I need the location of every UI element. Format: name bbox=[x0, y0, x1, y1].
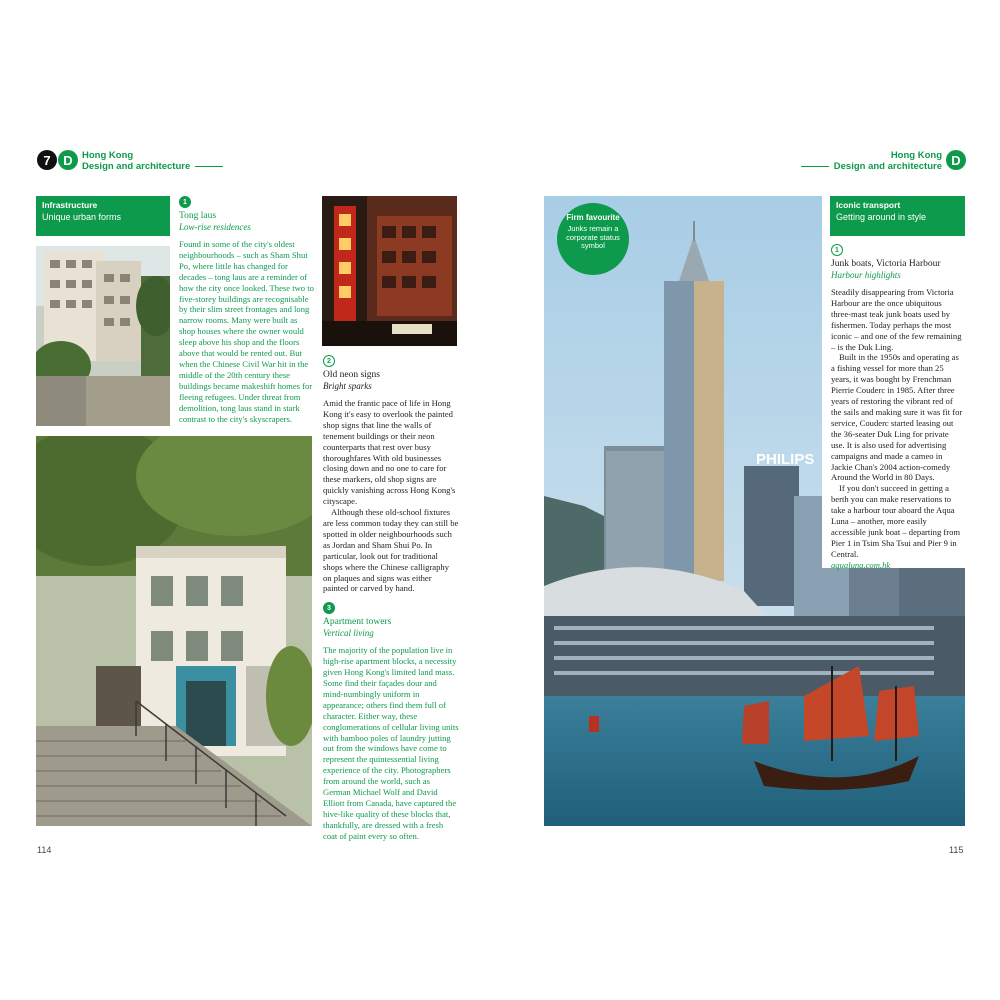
item-paragraph: If you don't succeed in getting a berth you can make reservations to take a harbour tour aboard the Aqua Luna – another, more easily accessible junk boat – departing from Pier 1 in Tsim Sha Tsui and Pier 9 in Central. bbox=[831, 483, 961, 559]
item-paragraph: Built in the 1950s and operating as a fishing vessel for more than 25 years, it was bought by Frenchman Pierrie Couderc in 1985. After three years of restoring the vibrant red of the sails and making sure it was fit for service, Couderc started leasing out the 36-seater Duk Ling for private use. It is also used for advertising campaigns and made a cameo in Jackie Chan's 2004 action-comedy Around the World in 80 Days. bbox=[831, 352, 963, 483]
item-2-neon-signs bbox=[323, 355, 459, 842]
item-title: Apartment towers bbox=[323, 617, 392, 628]
item-subtitle: Harbour highlights bbox=[831, 270, 901, 280]
section-letter-badge: D bbox=[58, 150, 78, 170]
item-paragraph: Although these old-school fixtures are less common today they can still be spotted in older neighbourhoods such as Jordan and Sham Shui Po. In particular, look out for traditional shops where the Chinese calligraphy on plaques and signs was either painted or carved by hand. bbox=[323, 507, 459, 594]
header-section: Design and architecture bbox=[833, 161, 942, 172]
item-title: Tong laus bbox=[179, 211, 217, 221]
header-rule bbox=[195, 166, 223, 167]
item-3-apartment-towers bbox=[323, 602, 459, 841]
item-number-badge: 1 bbox=[179, 196, 191, 208]
neon-signs-photo bbox=[322, 196, 457, 346]
header-city: Hong Kong bbox=[82, 150, 134, 161]
callout-title: Firm favourite bbox=[566, 213, 620, 222]
philips-sign: PHILIPS bbox=[756, 451, 815, 468]
item-body bbox=[323, 398, 459, 594]
section-label-category: Infrastructure bbox=[42, 200, 98, 210]
item-title: Old neon signs bbox=[323, 370, 380, 380]
item-paragraph: Steadily disappearing from Victoria Harbour are the once ubiquitous three-mast teak junk boats used by fishermen. Today perhaps the most iconic – and one of the few remaining – is the Duk Ling. bbox=[831, 287, 962, 352]
item-number-badge: 2 bbox=[323, 355, 335, 367]
item-link[interactable]: aqualuna.com.hk bbox=[831, 559, 891, 570]
section-label-title: Unique urban forms bbox=[42, 212, 122, 222]
item-number-badge: 1 bbox=[831, 244, 843, 256]
page-number: 114 bbox=[37, 845, 52, 855]
section-letter-badge: D bbox=[946, 150, 966, 170]
tong-lau-photo bbox=[36, 246, 170, 426]
header-rule bbox=[801, 166, 829, 167]
header-right-text bbox=[801, 150, 942, 172]
item-subtitle: Vertical living bbox=[323, 628, 374, 639]
item-paragraph: Amid the frantic pace of life in Hong Kong it's easy to overlook the painted shop signs that line the walls of tenement buildings or their neon counterparts that rest over busy thoroughfares With old businesses closing down and no one to care for these markers, old shop signs are quickly vanishing across Hong Kong's cityscape. bbox=[323, 398, 456, 507]
section-label bbox=[36, 196, 170, 236]
item-body bbox=[831, 287, 963, 571]
stairs-building-photo bbox=[36, 436, 312, 826]
section-label-title: Getting around in style bbox=[836, 212, 927, 222]
chapter-number-badge: 7 bbox=[37, 150, 57, 170]
page-number: 115 bbox=[949, 845, 964, 855]
junk-boats-panel bbox=[822, 196, 965, 568]
item-body bbox=[179, 239, 314, 424]
item-paragraph: Found in some of the city's oldest neighbourhoods – such as Sham Shui Po, where little has changed for decades – tong laus are a reminder of how the city once looked. These two to five-storey buildings are recognisable by their slim street frontages and long narrow rooms. Many were built as shop houses where the owner would sleep above his shop and the floors above that would be rented out. But when the Chinese Civil War hit in the middle of the 20th century these buildings became makeshift homes for fleeing refugees. Under threat from demolition, tong laus stand in stark contrast to the city's skyscrapers. bbox=[179, 239, 314, 424]
header-left-text bbox=[82, 150, 223, 172]
section-label-category: Iconic transport bbox=[836, 200, 901, 210]
item-subtitle: Low-rise residences bbox=[179, 222, 251, 232]
header-section: Design and architecture bbox=[82, 161, 191, 172]
firm-favourite-callout bbox=[557, 203, 629, 275]
item-1-junk-boats bbox=[822, 236, 963, 571]
item-title: Junk boats, Victoria Harbour bbox=[831, 259, 941, 269]
item-paragraph: The majority of the population live in high-rise apartment blocks, a necessity given Hong Kong's limited land mass. Some find their façades dour and mind-numbingly uniform in appearance; others find them full of character. Either way, these conglomerations of cellular living units with bamboo poles of laundry jutting out from the windows have come to represent the quintessential living experience of the city. Photographers from around the world, such as German Michael Wolf and David Elliott from Canada, have captured the hive-like quality of these blocks that, thankfully, are dressed with a fresh coat of paint every so often. bbox=[323, 645, 459, 841]
item-number-badge: 3 bbox=[323, 602, 335, 614]
callout-text: Junks remain a corporate status symbol bbox=[566, 224, 620, 250]
item-1-tong-laus bbox=[179, 196, 314, 424]
item-body bbox=[323, 645, 459, 841]
section-label bbox=[830, 196, 965, 236]
item-subtitle: Bright sparks bbox=[323, 381, 372, 391]
header-city: Hong Kong bbox=[890, 150, 942, 161]
